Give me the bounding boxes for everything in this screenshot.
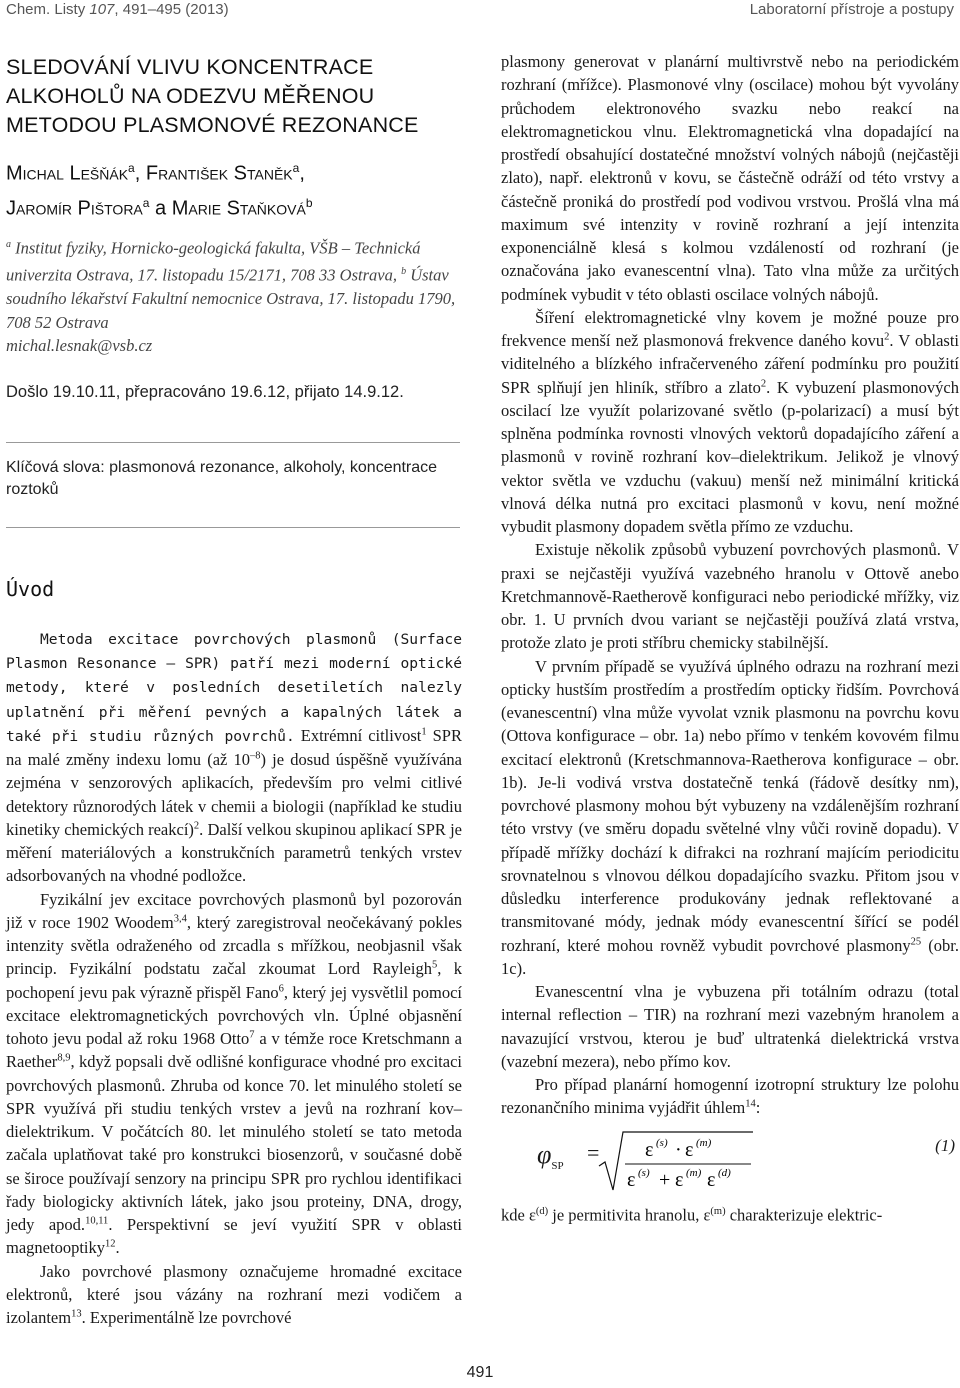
article-title: [6, 53, 462, 140]
title-line: ALKOHOLŮ NA ODEZVU MĚŘENOU: [6, 84, 375, 108]
paragraph: V prvním případě se využívá úplného odrazu na rozhraní mezi opticky hustším prostředím a prostředím opticky řidším. Povrchová (evanescentní) vlna může vyvolat vznik plasmonu na povrchu kovu (Ottova konfigurace – obr. 1a) nebo přímo v tenkém kovovém filmu excitací elektronů (Kretschmannova-Raetherova konfigurace – obr. 1b). Je-li vodivá vrstva dostatečně tenká (řádově desítky nm), povrchové plasmony mohou být vybuzeny na vzdálenějším rozhraní této vrstvy (ve směru dopadu světelné vlny vůči rovině dopadu). V případě mřížky dochází k difrakci na rozhraní majícím periodicitu srovnatelnou s vlnovou délkou dopadajícího svazku. Přitom jsou v důsledku interference produkovány jednak reflektované a transmitované módy, jednak módy evanescentní šířící se podél rozhraní, které mohou rovněž vybudit povrchové plasmony$^{25}$ (obr. 1c).: [501, 656, 959, 978]
numerator-dot: ·: [675, 1138, 682, 1161]
denominator-plus: +: [659, 1168, 671, 1191]
paragraph: Jako povrchové plasmony označujeme hromadné excitace elektronů, které jsou vázány na rozhraní mezi vodičem a izolantem$^{13}$. Experimentálně lze povrchové: [6, 1261, 462, 1328]
numerator-eps-s: ε: [645, 1138, 654, 1161]
keywords-rule-bottom: [6, 527, 460, 528]
author-name: Jaromír Pištora: [6, 197, 143, 220]
author-name: Marie Staňková: [171, 197, 306, 220]
keywords-rule-top: [6, 442, 460, 443]
affiliations: $^a$ Institut fyziky, Hornicko-geologická fakulta, VŠB – Technická univerzita Ostrava, 17. listopadu 15/2171, 708 33 Ostrava, $^b$ Ústav soudního lékařství Fakultní nemocnice Ostrava, 17. listopadu 1790, 708 52 Ostrava michal.lesnak@vsb.cz: [6, 238, 456, 356]
numerator-eps-m: ε: [685, 1138, 694, 1161]
formula-fraction: [597, 1126, 757, 1196]
phi-sp-symbol: $\varphi_{SP}$: [537, 1139, 564, 1172]
left-column: [6, 50, 462, 1329]
numerator-sup-s: (s): [656, 1136, 668, 1149]
paragraph: Pro případ planární homogenní izotropní struktury lze polohu rezonančního minima vyjádřit úhlem$^{14}$:: [501, 1075, 959, 1118]
paragraph: Metoda excitace povrchových plasmonů (Surface Plasmon Resonance – SPR) patří mezi moderní optické metody, které v posledních desetiletích nalezly uplatnění při měření pevných a kapalných látek a také při studiu různých povrchů. Extrémní citlivost$^1$ SPR na malé změny indexu lomu (až $10^{-8}$) je dosud úspěšně využívána zejména v senzorových aplikacích, především pro velmi citlivé detektory různorodých látek v chemii a biologii (například ke studiu kinetiky chemických reakcí)$^2$. Další velkou skupinou aplikací SPR je měření materiálových a konstrukčních parametrů tenkých vrstev adsorbovaných na vhodné podložce.: [6, 630, 463, 886]
denominator-eps-d: ε: [707, 1168, 716, 1191]
paragraph: kde $\varepsilon^{(d)}$ je permitivita hranolu, $\varepsilon^{(m)}$ charakterizuje elektric-: [501, 1205, 883, 1224]
author-name: Michal Lešňák: [6, 162, 129, 185]
paragraph: Fyzikální jev excitace povrchových plasmonů byl pozorován již v roce 1902 Woodem$^{3,4}$, který zaregistroval neočekávaný pokles intenzity světla odraženého od zrcadla s mřížkou, neobjasnil však princip. Fyzikální podstatu začal zkoumat Lord Rayleigh$^5$, k pochopení jevu pak výrazně přispěl Fano$^6$, který jej vysvětlil pomocí excitace elektromagnetických povrchových vln. Úplné objasnění tohoto jevu podal až roku 1968 Otto$^7$ a v témže roce Kretschmann a Raether$^{8,9}$, když popsali dvě odlišné konfigurace vhodné pro excitaci povrchových plasmonů. Zhruba od konce 70. let minulého století se SPR využívá při studiu tenkých vrstev a jevů na rozhraní kov–dielektrikum. V počátcích 80. let minulého století se tato metoda začala uplatňovat také pro konstrukci biosenzorů, v současné době se široce používají senzory na principu SPR pro rychlou identifikaci řady biologicky aktivních látek, jako jsou proteiny, DNA, drogy, jedy apod.$^{10,11}$. Perspektivní se jeví využití SPR v oblasti magnetooptiky$^{12}$.: [6, 889, 462, 1258]
paragraph: Existuje několik způsobů vybuzení povrchových plasmonů. V praxi se nejčastěji využívá vazebného hranolu v Ottově anebo Kretchmannově-Raetherově konfiguraci nebo periodické mřížky, viz obr. 1. U prvních dvou variant se nejčastěji používá zlatá vrstva, protože zlato je proti stříbru chemicky stabilnější.: [501, 540, 959, 653]
keywords: Klíčová slova: plasmonová rezonance, alkoholy, koncentrace roztoků: [6, 458, 438, 498]
right-column: [501, 50, 959, 1226]
section-heading-intro: Úvod: [6, 576, 55, 601]
paragraph: plasmony generovat v planární multivrstvě nebo na periodickém rozhraní (mřížce). Plasmonové vlny (oscilace) mohou být vyvolány průchodem elektronového svazku nebo reakcí na elektromagnetickou vlnu. Elektromagnetická vlna dopadající na prostředí obsahující dostatečné množství volných nábojů (nejčastěji zlato), např. elektronů v kovu, se částečně odráží od této vrstvy a částečně proniká do prostředí pod vodivou vrstvou. Prošlá vlna má maximum své intenzity v rovině rozhraní a její intenzita exponenciálně klesá s kolmou vzdáleností od rozhraní (je označována jako evanescentní vlna). Tato vlna může za určitých podmínek vybudit v této oblasti oscilace volných nábojů.: [501, 52, 959, 304]
equation-1: [501, 1126, 959, 1196]
title-line: METODOU PLASMONOVÉ REZONANCE: [6, 113, 419, 137]
journal-section: Laboratorní přístroje a postupy: [749, 1, 954, 18]
author-email[interactable]: michal.lesnak@vsb.cz: [6, 336, 153, 356]
denominator-eps-m: ε: [675, 1168, 684, 1191]
numerator-sup-m: (m): [696, 1136, 712, 1149]
running-header: [0, 0, 960, 22]
paragraph: Šíření elektromagnetické vlny kovem je možné pouze pro frekvence menší než plasmonová frekvence daného kovu$^2$. V oblasti viditelného a blízkého infračerveného záření podmínku pro použití SPR splňují jen hliník, stříbro a zlato$^2$. K vybuzení plasmonových oscilací lze využít polarizované světlo (p-polarizací) a musí být splněna podmínka rovnosti vlnových vektorů dopadajícího záření a plasmonů v rovině rozhraní kov–dielektrikum. Jelikož je vlnový vektor světla ve vzduchu (vakuu) menší než minimální kritická vlnová délka nutná pro excitaci plasmonů v kovu, není možné vybudit plasmony dopadem světla přímo ze vzduchu.: [501, 307, 959, 536]
title-line: SLEDOVÁNÍ VLIVU KONCENTRACE: [6, 55, 374, 79]
denominator-sup-s: (s): [638, 1166, 650, 1179]
page-number: 491: [466, 1364, 494, 1381]
denominator-eps-s: ε: [627, 1168, 636, 1191]
left-body: [6, 627, 462, 1330]
paragraph: Evanescentní vlna je vybuzena při totálním odrazu (total internal reflection – TIR) na rozhraní mezi vazebným hranolem a navazující vrstvou, kterou je buď ultratenká dielektrická vrstva (vazební mezera), nebo přímo kov.: [501, 982, 959, 1071]
denominator-sup-d: (d): [718, 1166, 731, 1179]
journal-citation: Chem. Listy 107, 491–495 (2013): [6, 1, 229, 18]
author-list: Michal Lešňák$^a$, František Staněk$^a$, Jaromír Pištora$^a$ a Marie Staňková$^b$: [6, 161, 313, 220]
equals-sign: =: [587, 1139, 600, 1165]
denominator-sup-m: (m): [686, 1166, 702, 1179]
author-name: František Staněk: [145, 162, 293, 185]
equation-number: (1): [935, 1135, 955, 1155]
received-dates: Došlo 19.10.11, přepracováno 19.6.12, přijato 14.9.12.: [6, 382, 404, 401]
journal-volume: 107: [89, 1, 115, 18]
